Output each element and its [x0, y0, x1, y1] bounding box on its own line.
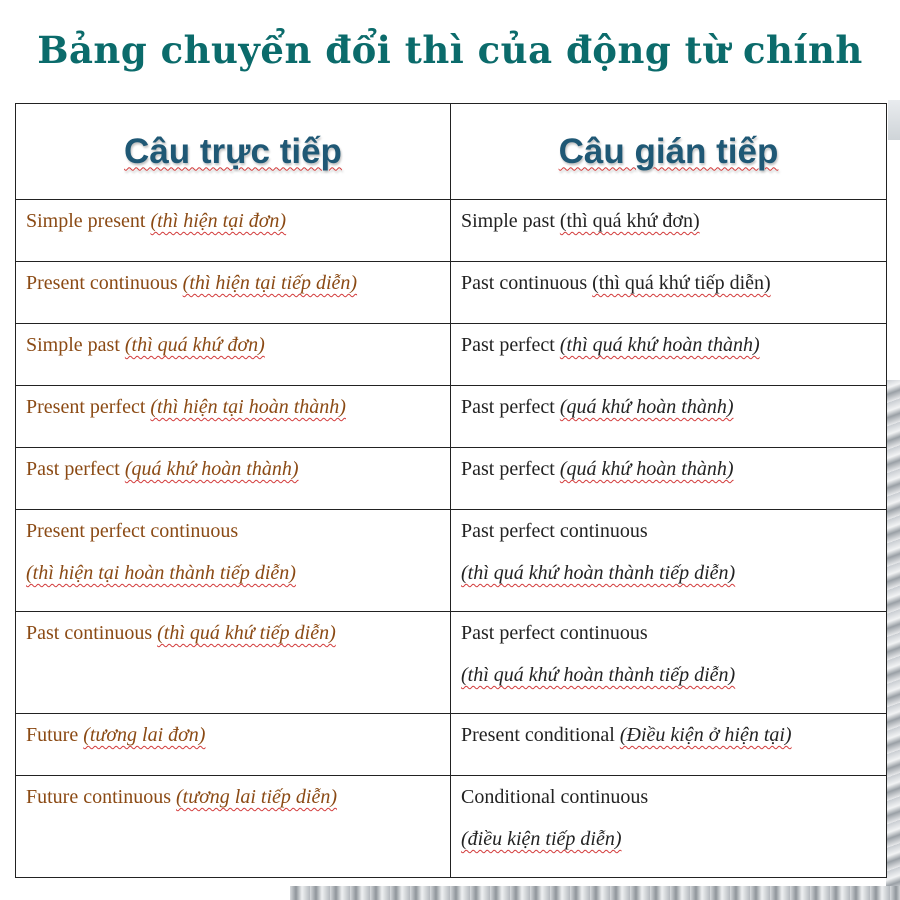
- table-row: [16, 510, 887, 612]
- tense-name: Simple present: [26, 210, 146, 232]
- tense-name: Present conditional: [461, 724, 615, 746]
- indirect-cell: [451, 386, 887, 448]
- direct-cell: [16, 324, 451, 386]
- table-row: [16, 200, 887, 262]
- indirect-cell: [451, 324, 887, 386]
- tense-translation: (tương lai đơn): [83, 724, 206, 746]
- tense-name: Present perfect: [26, 396, 146, 418]
- header-indirect-speech: Câu gián tiếp: [451, 104, 887, 200]
- tense-translation: (điều kiện tiếp diễn): [461, 828, 622, 850]
- tense-name: Simple past: [26, 334, 120, 356]
- tense-translation: (thì quá khứ hoàn thành): [559, 334, 760, 356]
- tense-translation: (Điều kiện ở hiện tại): [619, 724, 792, 746]
- direct-cell: [16, 386, 451, 448]
- background-edge-decoration: [888, 100, 900, 140]
- direct-cell: [16, 510, 451, 612]
- indirect-cell: [451, 200, 887, 262]
- tense-name: Present perfect continuous: [26, 520, 239, 542]
- tense-translation: (thì hiện tại tiếp diễn): [182, 272, 358, 294]
- tense-name: Future continuous: [26, 786, 171, 808]
- table-row: [16, 612, 887, 714]
- tense-name: Past perfect continuous: [461, 622, 648, 644]
- table-header-row: [16, 104, 887, 200]
- table-row: [16, 776, 887, 878]
- tense-translation: (thì hiện tại hoàn thành tiếp diễn): [26, 562, 296, 584]
- tense-translation: (quá khứ hoàn thành): [559, 458, 734, 480]
- indirect-cell: [451, 262, 887, 324]
- tense-name: Past perfect: [26, 458, 120, 480]
- tense-translation: (quá khứ hoàn thành): [559, 396, 734, 418]
- tense-name: Past perfect: [461, 458, 555, 480]
- tense-translation: (tương lai tiếp diễn): [176, 786, 337, 808]
- indirect-cell: [451, 776, 887, 878]
- table-row: [16, 448, 887, 510]
- tense-translation: (thì quá khứ tiếp diễn): [592, 272, 771, 294]
- indirect-cell: [451, 510, 887, 612]
- header-direct-speech: Câu trực tiếp: [16, 104, 451, 200]
- tense-conversion-table: [15, 103, 887, 878]
- table-row: [16, 714, 887, 776]
- background-image-right: [886, 380, 900, 900]
- tense-name: Conditional continuous: [461, 786, 649, 808]
- tense-name: Present continuous: [26, 272, 178, 294]
- table-row: [16, 324, 887, 386]
- tense-translation: (thì hiện tại đơn): [150, 210, 287, 232]
- tense-translation: (thì quá khứ đơn): [559, 210, 700, 232]
- tense-translation: (thì hiện tại hoàn thành): [150, 396, 346, 418]
- tense-translation: (quá khứ hoàn thành): [124, 458, 299, 480]
- background-image-bottom: [290, 886, 900, 900]
- tense-name: Simple past: [461, 210, 555, 232]
- indirect-cell: [451, 612, 887, 714]
- tense-name: Past perfect: [461, 396, 555, 418]
- tense-name: Past perfect continuous: [461, 520, 648, 542]
- table-row: [16, 386, 887, 448]
- tense-name: Past continuous: [461, 272, 588, 294]
- direct-cell: [16, 776, 451, 878]
- tense-translation: (thì quá khứ đơn): [124, 334, 265, 356]
- direct-cell: [16, 262, 451, 324]
- page-title: Bảng chuyển đổi thì của động từ chính: [37, 28, 863, 72]
- direct-cell: [16, 200, 451, 262]
- tense-name: Past perfect: [461, 334, 555, 356]
- table-row: [16, 262, 887, 324]
- direct-cell: [16, 612, 451, 714]
- tense-name: Future: [26, 724, 79, 746]
- tense-translation: (thì quá khứ tiếp diễn): [157, 622, 336, 644]
- tense-translation: (thì quá khứ hoàn thành tiếp diễn): [461, 664, 736, 686]
- indirect-cell: [451, 714, 887, 776]
- indirect-cell: [451, 448, 887, 510]
- tense-translation: (thì quá khứ hoàn thành tiếp diễn): [461, 562, 736, 584]
- direct-cell: [16, 714, 451, 776]
- tense-name: Past continuous: [26, 622, 153, 644]
- direct-cell: [16, 448, 451, 510]
